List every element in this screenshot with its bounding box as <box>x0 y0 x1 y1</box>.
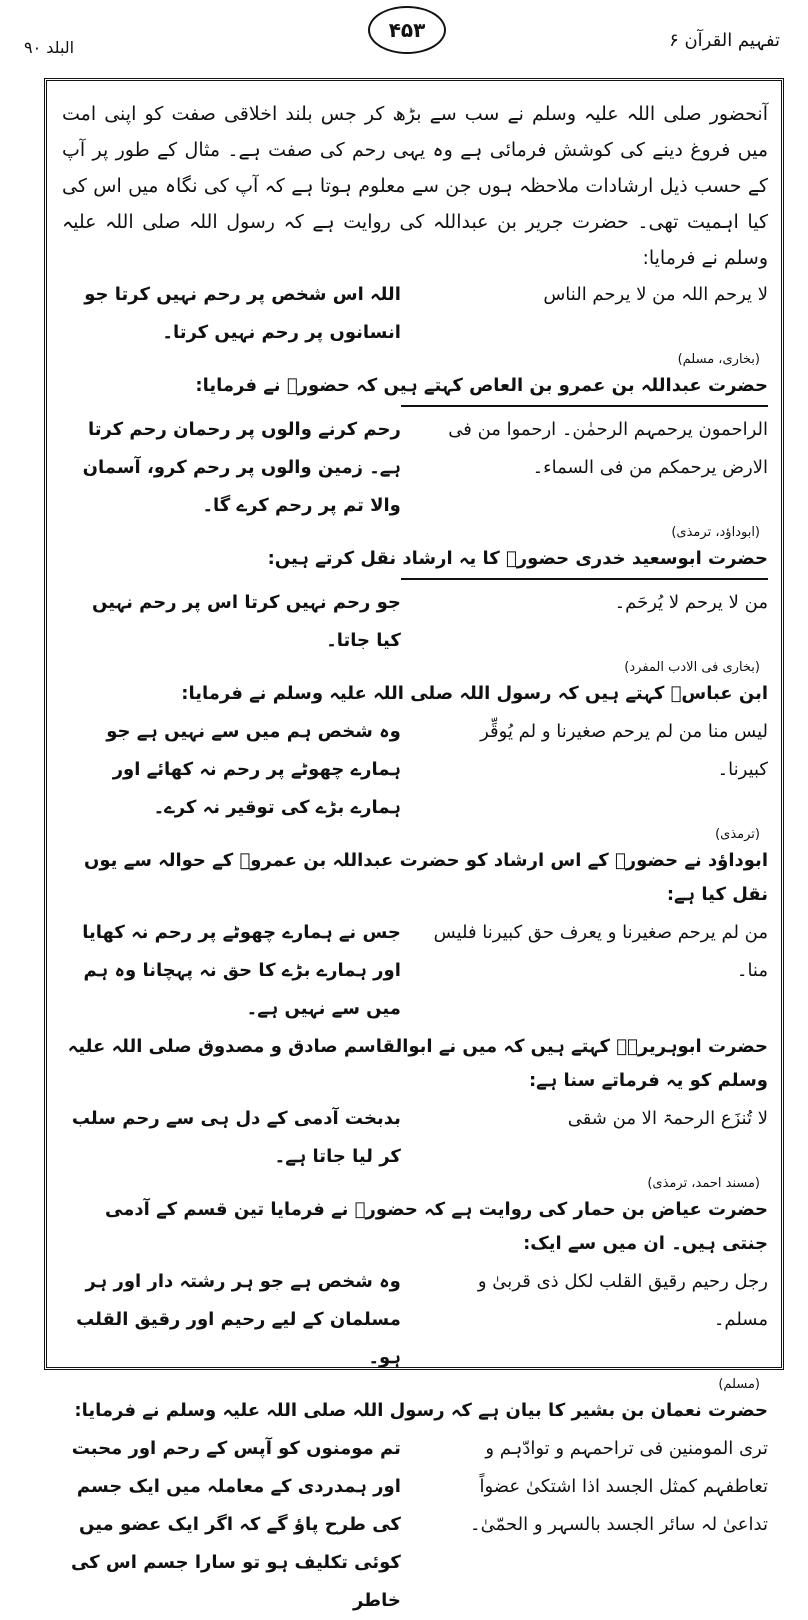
hadith-4 <box>62 844 768 1028</box>
hadith-translation: جس نے ہمارے چھوٹے پر رحم نہ کھایا اور ہمارے بڑے کا حق نہ پہچانا وہ ہم میں سے نہیں ہے۔ <box>82 922 401 1019</box>
hadith-0 <box>62 276 768 367</box>
hadith-3 <box>62 677 768 842</box>
hadith-translation: بدبخت آدمی کے دل ہی سے رحم سلب کر لیا جاتا ہے۔ <box>71 1108 401 1167</box>
hadith-5 <box>62 1030 768 1191</box>
hadith-arabic: لا یرحم اللہ من لا یرحم الناس <box>543 284 768 305</box>
hadith-arabic: من لم یرحم صغیرنا و یعرف حق کبیرنا فلیس منا۔ <box>433 922 768 981</box>
hadith-intro: ابن عباسؓ کہتے ہیں کہ رسول اللہ صلی اللہ علیہ وسلم نے فرمایا: <box>181 683 768 704</box>
hadith-6 <box>62 1193 768 1392</box>
hadith-source: (ترمذی) <box>715 827 760 842</box>
surah-reference: البلد ۹۰ <box>24 38 75 57</box>
hadith-translation: رحم کرنے والوں پر رحمان رحم کرتا ہے۔ زمین والوں پر رحم کرو، آسمان والا تم پر رحم کرے گا۔ <box>82 419 401 516</box>
hadith-translation: تم مومنوں کو آپس کے رحم اور محبت اور ہمدردی کے معاملہ میں ایک جسم کی طرح پاؤ گے کہ اگر ایک عضو میں کوئی تکلیف ہو تو سارا جسم اس کی خاطر <box>70 1438 401 1611</box>
hadith-intro: حضرت عبداللہ بن عمرو بن العاص کہتے ہیں کہ حضورؐ نے فرمایا: <box>195 375 768 396</box>
hadith-arabic: لیس منا من لم یرحم صغیرنا و لم یُوقِّر کبیرنا۔ <box>480 721 768 780</box>
underline <box>401 405 768 407</box>
hadith-arabic: من لا یرحم لا یُرحَم۔ <box>614 592 768 613</box>
hadith-source: (ابوداؤد، ترمذی) <box>671 525 760 540</box>
page-number: ۴۵۳ <box>388 18 426 42</box>
hadith-1 <box>62 369 768 540</box>
hadith-source: (بخاری فی الادب المفرد) <box>624 660 760 675</box>
hadith-intro: حضرت ابوسعید خدری حضورؐ کا یہ ارشاد نقل کرتے ہیں: <box>267 548 768 569</box>
hadith-intro: حضرت ابوہریرہؓ کہتے ہیں کہ میں نے ابوالقاسم صادق و مصدوق صلی اللہ علیہ وسلم کو یہ فرماتے سنا ہے: <box>67 1036 768 1091</box>
hadith-arabic: تری المومنین فی تراحمہم و توادّہم و تعاطفہم کمثل الجسد اذا اشتکیٰ عضواً تداعیٰ لہ سائر الجسد بالسہر و الحمّیٰ۔ <box>470 1438 768 1535</box>
hadith-translation: اللہ اس شخص پر رحم نہیں کرتا جو انسانوں پر رحم نہیں کرتا۔ <box>84 284 401 343</box>
hadith-intro: حضرت عیاض بن حمار کی روایت ہے کہ حضورؐ نے فرمایا تین قسم کے آدمی جنتی ہیں۔ ان میں سے ایک: <box>105 1199 768 1254</box>
hadith-source: (مسند احمد، ترمذی) <box>647 1176 760 1191</box>
intro-paragraph: آنحضور صلی اللہ علیہ وسلم نے سب سے بڑھ کر جس بلند اخلاقی صفت کو اپنی امت میں فروغ دینے کی کوشش فرمائی ہے وہ یہی رحم کی صفت ہے۔ مثال کے طور پر آپ کے حسب ذیل ارشادات ملاحظہ ہوں جن سے معلوم ہوتا ہے کہ آپ کی نگاہ میں اس کی کیا اہمیت تھی۔ حضرت جریر بن عبداللہ کی روایت ہے کہ رسول اللہ صلی اللہ علیہ وسلم نے فرمایا: <box>62 103 768 269</box>
hadith-intro: ابوداؤد نے حضورؐ کے اس ارشاد کو حضرت عبداللہ بن عمروؓ کے حوالہ سے یوں نقل کیا ہے: <box>83 850 768 905</box>
hadith-source: (مسلم) <box>718 1377 760 1392</box>
page-number-seal <box>368 6 446 54</box>
hadith-source: (بخاری، مسلم) <box>677 352 760 367</box>
hadith-translation: وہ شخص ہے جو ہر رشتہ دار اور ہر مسلمان کے لیے رحیم اور رقیق القلب ہو۔ <box>76 1271 401 1368</box>
hadith-intro: حضرت نعمان بن بشیر کا بیان ہے کہ رسول اللہ صلی اللہ علیہ وسلم نے فرمایا: <box>74 1400 768 1421</box>
underline <box>401 578 768 580</box>
page-body <box>62 96 768 1620</box>
hadith-arabic: رجل رحیم رقیق القلب لکل ذی قربیٰ و مسلم۔ <box>477 1271 768 1330</box>
hadith-arabic: الراحمون یرحمہم الرحمٰن۔ ارحموا من فی الارض یرحمکم من فی السماء۔ <box>448 419 768 478</box>
hadith-translation: جو رحم نہیں کرتا اس پر رحم نہیں کیا جاتا۔ <box>92 592 401 651</box>
hadith-2 <box>62 542 768 675</box>
hadith-arabic: لا تُنزَع الرحمۃ الا من شقی <box>567 1108 768 1129</box>
hadith-translation: وہ شخص ہم میں سے نہیں ہے جو ہمارے چھوٹے پر رحم نہ کھائے اور ہمارے بڑے کی توقیر نہ کرے۔ <box>106 721 401 818</box>
hadith-7 <box>62 1394 768 1620</box>
book-title: تفہیم القرآن ۶ <box>669 30 780 51</box>
page-header <box>0 0 808 78</box>
